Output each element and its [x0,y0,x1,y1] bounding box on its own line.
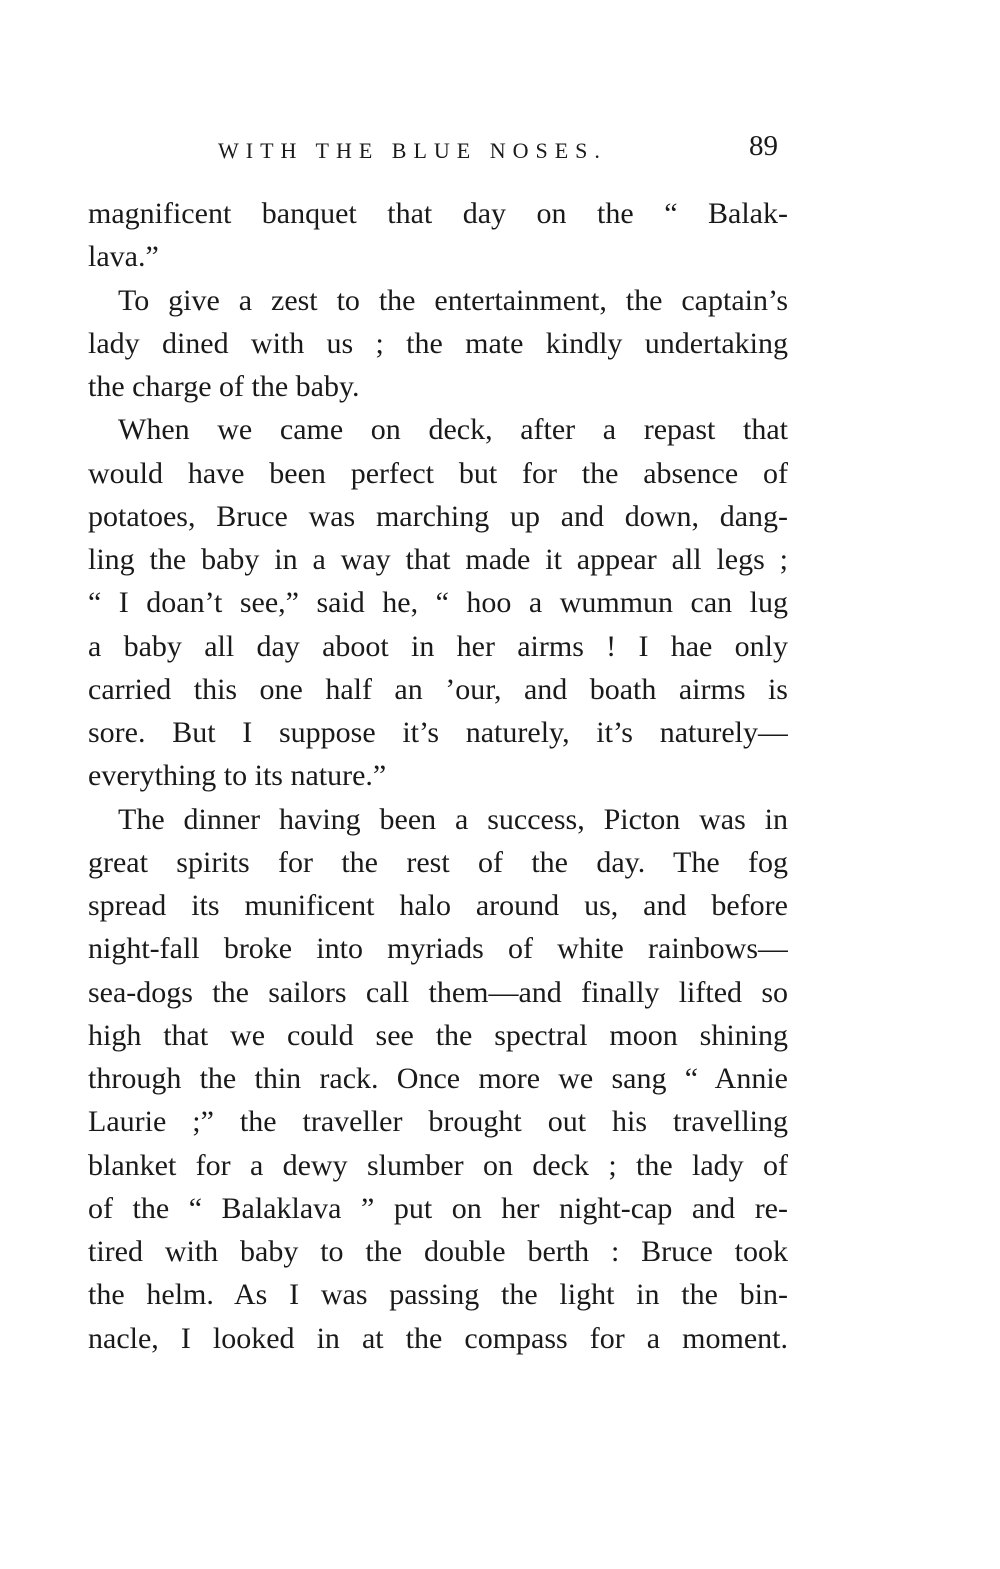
text-line: lava.” [88,240,159,274]
text-line: When we came on deck, after a repast that [118,413,788,447]
text-line: sea-dogs the sailors call them—and finally lifted so [88,975,788,1009]
text-line: would have been perfect but for the absence of [88,456,788,490]
text-line: everything to its nature.” [88,759,387,793]
text-line: To give a zest to the entertainment, the captain’s [118,283,788,317]
text-line: blanket for a dewy slumber on deck ; the lady of [88,1148,788,1182]
text-line: The dinner having been a success, Picton was in [118,802,788,836]
text-line: great spirits for the rest of the day. The fog [88,845,788,879]
text-line: ling the baby in a way that made it appear all legs ; [88,543,788,576]
text-line: magnificent banquet that day on the “ Balak- [88,197,788,230]
text-line: “ I doan’t see,” said he, “ hoo a wummun can lug [88,586,788,620]
text-line: high that we could see the spectral moon shining [88,1018,788,1052]
text-line: the charge of the baby. [88,370,360,403]
text-line: of the “ Balaklava ” put on her night-cap and re- [88,1191,788,1225]
text-line: potatoes, Bruce was marching up and down, dang- [88,499,788,533]
body-text [88,192,788,1360]
text-line: lady dined with us ; the mate kindly undertaking [88,326,788,360]
text-line: Laurie ;” the traveller brought out his travelling [88,1105,788,1139]
text-line: sore. But I suppose it’s naturely, it’s naturely— [88,716,788,749]
text-line: through the thin rack. Once more we sang “ Annie [88,1062,788,1095]
text-line: tired with baby to the double berth : Bruce took [88,1235,788,1268]
text-line: a baby all day aboot in her airms ! I hae only [88,629,788,663]
text-line: night-fall broke into myriads of white rainbows— [88,932,788,966]
running-title: WITH THE BLUE NOSES. [218,138,607,163]
text-line: spread its munificent halo around us, and before [88,889,788,922]
running-head [88,130,788,170]
text-line: the helm. As I was passing the light in the bin- [88,1278,788,1312]
text-line: nacle, I looked in at the compass for a moment. [88,1321,788,1355]
text-line: carried this one half an ’our, and boath airms is [88,672,788,706]
page-number: 89 [749,130,778,162]
